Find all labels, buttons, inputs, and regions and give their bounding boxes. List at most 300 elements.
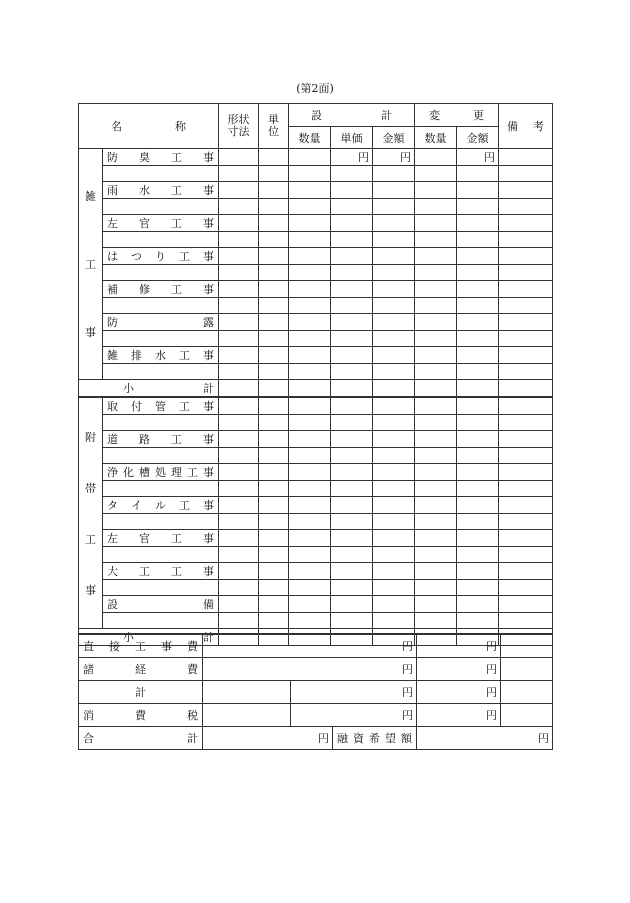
- misc-cost-change[interactable]: [417, 657, 501, 680]
- value-cell[interactable]: [373, 298, 415, 314]
- value-cell[interactable]: [219, 547, 259, 563]
- work-item-label-char: ル: [155, 499, 166, 512]
- work-item-blank[interactable]: [103, 448, 219, 464]
- value-cell[interactable]: [289, 613, 331, 629]
- value-cell[interactable]: [331, 347, 373, 364]
- value-cell[interactable]: [259, 613, 289, 629]
- value-cell[interactable]: [331, 166, 373, 182]
- value-cell[interactable]: [289, 281, 331, 298]
- value-cell[interactable]: [259, 248, 289, 265]
- value-cell[interactable]: [499, 563, 553, 580]
- value-cell[interactable]: [219, 563, 259, 580]
- value-cell[interactable]: [373, 547, 415, 563]
- ancillary-works-label-char: 帯: [85, 481, 96, 495]
- value-cell[interactable]: [373, 331, 415, 347]
- value-cell[interactable]: [499, 265, 553, 281]
- value-cell[interactable]: [457, 580, 499, 596]
- summary-table: [78, 633, 553, 750]
- value-cell[interactable]: [415, 298, 457, 314]
- value-cell[interactable]: [219, 497, 259, 514]
- total-remarks[interactable]: [501, 680, 553, 703]
- work-item-blank[interactable]: [103, 364, 219, 380]
- value-cell[interactable]: [457, 364, 499, 380]
- value-cell[interactable]: [373, 514, 415, 530]
- value-cell[interactable]: [373, 281, 415, 298]
- value-cell[interactable]: [415, 232, 457, 248]
- value-cell[interactable]: [415, 380, 457, 398]
- total-design[interactable]: [291, 680, 417, 703]
- yen-unit: 円: [486, 639, 497, 653]
- value-cell[interactable]: [331, 415, 373, 431]
- value-cell[interactable]: [259, 397, 289, 415]
- work-item-blank[interactable]: [103, 514, 219, 530]
- value-cell[interactable]: [457, 613, 499, 629]
- work-item-blank[interactable]: [103, 331, 219, 347]
- value-cell[interactable]: [457, 166, 499, 182]
- value-cell[interactable]: [415, 182, 457, 199]
- direct-cost: [79, 634, 203, 657]
- work-item-label-char: 事: [203, 565, 214, 578]
- value-cell[interactable]: [289, 481, 331, 497]
- value-cell[interactable]: [289, 530, 331, 547]
- value-cell[interactable]: [457, 232, 499, 248]
- value-cell[interactable]: [499, 530, 553, 547]
- value-cell[interactable]: [457, 347, 499, 364]
- value-cell[interactable]: [331, 530, 373, 547]
- value-cell[interactable]: [259, 563, 289, 580]
- value-cell[interactable]: [331, 364, 373, 380]
- value-cell[interactable]: [219, 232, 259, 248]
- value-cell[interactable]: [499, 596, 553, 613]
- value-cell[interactable]: [289, 298, 331, 314]
- header-change-label-char: 更: [473, 109, 485, 122]
- work-item-label-char: 雨: [107, 184, 118, 197]
- ancillary-works-subtotal-label-char: 小: [123, 631, 134, 644]
- value-cell[interactable]: [415, 613, 457, 629]
- value-cell[interactable]: [219, 613, 259, 629]
- yen-unit: 円: [400, 151, 412, 164]
- value-cell[interactable]: [457, 199, 499, 215]
- value-cell[interactable]: [219, 530, 259, 547]
- value-cell[interactable]: [499, 415, 553, 431]
- direct-cost-change[interactable]: [417, 634, 501, 657]
- value-cell[interactable]: [259, 448, 289, 464]
- value-cell[interactable]: [415, 464, 457, 481]
- value-cell[interactable]: [457, 481, 499, 497]
- value-cell[interactable]: [331, 281, 373, 298]
- value-cell[interactable]: [499, 448, 553, 464]
- value-cell[interactable]: [373, 364, 415, 380]
- value-cell[interactable]: [259, 547, 289, 563]
- value-cell[interactable]: [499, 199, 553, 215]
- value-cell[interactable]: [415, 481, 457, 497]
- value-cell[interactable]: [219, 448, 259, 464]
- value-cell[interactable]: [373, 481, 415, 497]
- value-cell[interactable]: [415, 415, 457, 431]
- value-cell[interactable]: [415, 265, 457, 281]
- value-cell[interactable]: [415, 347, 457, 364]
- value-cell[interactable]: [415, 596, 457, 613]
- value-cell[interactable]: [331, 331, 373, 347]
- value-cell[interactable]: [457, 514, 499, 530]
- value-cell[interactable]: [289, 182, 331, 199]
- work-item-blank[interactable]: [103, 580, 219, 596]
- work-item-blank[interactable]: [103, 481, 219, 497]
- value-cell[interactable]: [289, 149, 331, 166]
- value-cell[interactable]: [457, 464, 499, 481]
- value-cell[interactable]: [259, 596, 289, 613]
- value-cell[interactable]: [259, 166, 289, 182]
- value-cell[interactable]: [219, 347, 259, 364]
- misc-works-label-stack: [79, 162, 102, 366]
- value-cell[interactable]: [331, 265, 373, 281]
- value-cell[interactable]: [499, 314, 553, 331]
- value-cell[interactable]: [457, 182, 499, 199]
- value-cell[interactable]: [331, 497, 373, 514]
- value-cell[interactable]: [373, 232, 415, 248]
- value-cell[interactable]: [499, 232, 553, 248]
- value-cell[interactable]: [499, 580, 553, 596]
- value-cell[interactable]: [457, 448, 499, 464]
- value-cell[interactable]: [289, 199, 331, 215]
- value-cell[interactable]: [499, 481, 553, 497]
- value-cell[interactable]: [373, 347, 415, 364]
- work-item-blank[interactable]: [103, 613, 219, 629]
- value-cell[interactable]: [457, 331, 499, 347]
- value-cell[interactable]: [499, 149, 553, 166]
- value-cell[interactable]: [289, 497, 331, 514]
- value-cell[interactable]: [331, 481, 373, 497]
- value-cell[interactable]: [499, 397, 553, 415]
- ancillary-works-label-char: 事: [85, 583, 96, 597]
- total-blank[interactable]: [203, 680, 291, 703]
- value-cell[interactable]: [331, 514, 373, 530]
- value-cell[interactable]: [289, 364, 331, 380]
- value-cell[interactable]: [219, 415, 259, 431]
- value-cell[interactable]: [415, 547, 457, 563]
- value-cell[interactable]: [415, 281, 457, 298]
- value-cell[interactable]: [259, 530, 289, 547]
- work-item-blank[interactable]: [103, 166, 219, 182]
- value-cell[interactable]: [499, 613, 553, 629]
- value-cell[interactable]: [259, 580, 289, 596]
- value-cell[interactable]: [457, 596, 499, 613]
- value-cell[interactable]: [499, 166, 553, 182]
- value-cell[interactable]: [373, 448, 415, 464]
- direct-cost-design[interactable]: [203, 634, 417, 657]
- value-cell[interactable]: [331, 182, 373, 199]
- value-cell[interactable]: [331, 547, 373, 563]
- value-cell[interactable]: [457, 149, 499, 166]
- work-item-label-char: 雑: [107, 349, 118, 362]
- value-cell[interactable]: [331, 431, 373, 448]
- value-cell[interactable]: [219, 149, 259, 166]
- value-cell[interactable]: [259, 281, 289, 298]
- work-item-label-char: 工: [171, 184, 182, 197]
- value-cell[interactable]: [289, 215, 331, 232]
- value-cell[interactable]: [259, 182, 289, 199]
- value-cell[interactable]: [259, 215, 289, 232]
- value-cell[interactable]: [499, 464, 553, 481]
- value-cell[interactable]: [331, 580, 373, 596]
- value-cell[interactable]: [499, 182, 553, 199]
- value-cell[interactable]: [331, 199, 373, 215]
- value-cell[interactable]: [499, 281, 553, 298]
- value-cell[interactable]: [289, 397, 331, 415]
- value-cell[interactable]: [457, 248, 499, 265]
- value-cell[interactable]: [415, 331, 457, 347]
- value-cell[interactable]: [373, 182, 415, 199]
- value-cell[interactable]: [259, 514, 289, 530]
- value-cell[interactable]: [373, 431, 415, 448]
- yen-unit: 円: [486, 662, 497, 676]
- tax-design[interactable]: [291, 703, 417, 726]
- value-cell[interactable]: [219, 514, 259, 530]
- work-item-blank[interactable]: [103, 232, 219, 248]
- value-cell[interactable]: [415, 314, 457, 331]
- value-cell[interactable]: [289, 347, 331, 364]
- value-cell[interactable]: [331, 314, 373, 331]
- value-cell[interactable]: [457, 530, 499, 547]
- value-cell[interactable]: [331, 596, 373, 613]
- value-cell[interactable]: [331, 464, 373, 481]
- work-item-label-char: 路: [139, 433, 150, 446]
- value-cell[interactable]: [499, 364, 553, 380]
- value-cell[interactable]: [373, 530, 415, 547]
- loan-request-value[interactable]: [417, 726, 553, 749]
- value-cell[interactable]: [289, 265, 331, 281]
- value-cell[interactable]: [289, 331, 331, 347]
- value-cell[interactable]: [289, 580, 331, 596]
- value-cell[interactable]: [219, 199, 259, 215]
- value-cell[interactable]: [259, 199, 289, 215]
- value-cell[interactable]: [289, 380, 331, 398]
- value-cell[interactable]: [415, 514, 457, 530]
- value-cell[interactable]: [219, 314, 259, 331]
- value-cell[interactable]: [373, 596, 415, 613]
- value-cell[interactable]: [373, 149, 415, 166]
- loan-request-label-char: 融: [337, 731, 348, 745]
- value-cell[interactable]: [373, 248, 415, 265]
- consumption-tax-label-char: 費: [135, 708, 146, 722]
- work-item-label-char: 備: [203, 598, 214, 611]
- work-item-label-char: 左: [107, 532, 118, 545]
- value-cell[interactable]: [415, 149, 457, 166]
- value-cell[interactable]: [259, 481, 289, 497]
- value-cell[interactable]: [289, 448, 331, 464]
- value-cell[interactable]: [415, 563, 457, 580]
- value-cell[interactable]: [289, 431, 331, 448]
- value-cell[interactable]: [259, 331, 289, 347]
- value-cell[interactable]: [289, 596, 331, 613]
- value-cell[interactable]: [219, 596, 259, 613]
- value-cell[interactable]: [259, 380, 289, 398]
- value-cell[interactable]: [259, 347, 289, 364]
- value-cell[interactable]: [289, 232, 331, 248]
- value-cell[interactable]: [373, 215, 415, 232]
- value-cell[interactable]: [499, 331, 553, 347]
- value-cell[interactable]: [373, 397, 415, 415]
- value-cell[interactable]: [331, 248, 373, 265]
- value-cell[interactable]: [457, 497, 499, 514]
- value-cell[interactable]: [219, 298, 259, 314]
- value-cell[interactable]: [219, 265, 259, 281]
- value-cell[interactable]: [331, 215, 373, 232]
- value-cell[interactable]: [499, 298, 553, 314]
- value-cell[interactable]: [457, 415, 499, 431]
- value-cell[interactable]: [289, 166, 331, 182]
- total-change[interactable]: [417, 680, 501, 703]
- value-cell[interactable]: [415, 397, 457, 415]
- value-cell[interactable]: [219, 481, 259, 497]
- ancillary-works-subtotal-label-char: 計: [203, 631, 214, 644]
- misc-works-label-char: 雑: [85, 190, 96, 203]
- value-cell[interactable]: [457, 298, 499, 314]
- value-cell[interactable]: [331, 232, 373, 248]
- tax-remarks[interactable]: [501, 703, 553, 726]
- grand-total-value[interactable]: [203, 726, 333, 749]
- value-cell[interactable]: [373, 166, 415, 182]
- value-cell[interactable]: [457, 563, 499, 580]
- value-cell[interactable]: [499, 347, 553, 364]
- value-cell[interactable]: [415, 431, 457, 448]
- value-cell[interactable]: [415, 248, 457, 265]
- value-cell[interactable]: [219, 431, 259, 448]
- work-item-label: [103, 497, 218, 513]
- value-cell[interactable]: [259, 232, 289, 248]
- value-cell[interactable]: [373, 613, 415, 629]
- value-cell[interactable]: [499, 514, 553, 530]
- work-item-label-char: 化: [123, 466, 134, 479]
- value-cell[interactable]: [457, 281, 499, 298]
- value-cell[interactable]: [373, 380, 415, 398]
- value-cell[interactable]: [259, 149, 289, 166]
- value-cell[interactable]: [219, 380, 259, 398]
- value-cell[interactable]: [373, 415, 415, 431]
- value-cell[interactable]: [219, 331, 259, 347]
- work-item-label-char: 取: [107, 400, 118, 413]
- work-item-label-char: 工: [171, 151, 182, 164]
- value-cell[interactable]: [457, 397, 499, 415]
- value-cell[interactable]: [259, 265, 289, 281]
- value-cell[interactable]: [219, 248, 259, 265]
- work-item-blank[interactable]: [103, 415, 219, 431]
- value-cell[interactable]: [331, 380, 373, 398]
- work-item-label-char: 工: [171, 532, 182, 545]
- tax-blank[interactable]: [203, 703, 291, 726]
- value-cell[interactable]: [415, 580, 457, 596]
- value-cell[interactable]: [219, 215, 259, 232]
- work-item-blank[interactable]: [103, 298, 219, 314]
- header-design-label: [289, 107, 414, 123]
- value-cell[interactable]: [331, 149, 373, 166]
- value-cell[interactable]: [415, 199, 457, 215]
- value-cell[interactable]: [331, 298, 373, 314]
- value-cell[interactable]: [331, 563, 373, 580]
- header-qty: 数量: [289, 127, 331, 149]
- value-cell[interactable]: [499, 497, 553, 514]
- value-cell[interactable]: [499, 431, 553, 448]
- grand-total: [79, 726, 203, 749]
- value-cell[interactable]: [415, 166, 457, 182]
- value-cell[interactable]: [499, 380, 553, 398]
- header-name-label-char: 名: [111, 120, 122, 133]
- value-cell[interactable]: [415, 364, 457, 380]
- value-cell[interactable]: [373, 314, 415, 331]
- value-cell[interactable]: [219, 464, 259, 481]
- value-cell[interactable]: [415, 530, 457, 547]
- value-cell[interactable]: [415, 448, 457, 464]
- value-cell[interactable]: [415, 215, 457, 232]
- value-cell[interactable]: [331, 448, 373, 464]
- value-cell[interactable]: [457, 314, 499, 331]
- value-cell[interactable]: [259, 298, 289, 314]
- value-cell[interactable]: [373, 464, 415, 481]
- value-cell[interactable]: [457, 265, 499, 281]
- value-cell[interactable]: [259, 431, 289, 448]
- value-cell[interactable]: [373, 580, 415, 596]
- misc-cost-design[interactable]: [203, 657, 417, 680]
- value-cell[interactable]: [415, 497, 457, 514]
- value-cell[interactable]: [289, 314, 331, 331]
- value-cell[interactable]: [259, 314, 289, 331]
- value-cell[interactable]: [289, 464, 331, 481]
- value-cell[interactable]: [259, 364, 289, 380]
- work-item-name: [103, 530, 219, 547]
- misc-cost: [79, 657, 203, 680]
- value-cell[interactable]: [373, 497, 415, 514]
- value-cell[interactable]: [457, 215, 499, 232]
- value-cell[interactable]: [289, 547, 331, 563]
- value-cell[interactable]: [259, 497, 289, 514]
- value-cell[interactable]: [259, 464, 289, 481]
- value-cell[interactable]: [289, 248, 331, 265]
- value-cell[interactable]: [219, 397, 259, 415]
- value-cell[interactable]: [219, 364, 259, 380]
- value-cell[interactable]: [499, 248, 553, 265]
- value-cell[interactable]: [457, 380, 499, 398]
- value-cell[interactable]: [373, 199, 415, 215]
- value-cell[interactable]: [457, 431, 499, 448]
- work-item-blank[interactable]: [103, 547, 219, 563]
- value-cell[interactable]: [219, 580, 259, 596]
- value-cell[interactable]: [373, 563, 415, 580]
- value-cell[interactable]: [289, 563, 331, 580]
- header-unit-line: 位: [268, 125, 279, 138]
- yen-unit: 円: [402, 708, 413, 722]
- misc-cost-remarks[interactable]: [501, 657, 553, 680]
- tax-change[interactable]: [417, 703, 501, 726]
- value-cell[interactable]: [289, 514, 331, 530]
- value-cell[interactable]: [219, 166, 259, 182]
- value-cell[interactable]: [331, 397, 373, 415]
- work-item-blank[interactable]: [103, 265, 219, 281]
- work-item-blank[interactable]: [103, 199, 219, 215]
- value-cell[interactable]: [373, 265, 415, 281]
- direct-cost-remarks[interactable]: [501, 634, 553, 657]
- yen-unit: 円: [484, 151, 496, 164]
- value-cell[interactable]: [289, 415, 331, 431]
- value-cell[interactable]: [219, 182, 259, 199]
- value-cell[interactable]: [499, 215, 553, 232]
- value-cell[interactable]: [219, 281, 259, 298]
- work-item-name: [103, 563, 219, 580]
- value-cell[interactable]: [457, 547, 499, 563]
- value-cell[interactable]: [499, 547, 553, 563]
- work-item-name: [103, 347, 219, 364]
- value-cell[interactable]: [259, 415, 289, 431]
- value-cell[interactable]: [331, 613, 373, 629]
